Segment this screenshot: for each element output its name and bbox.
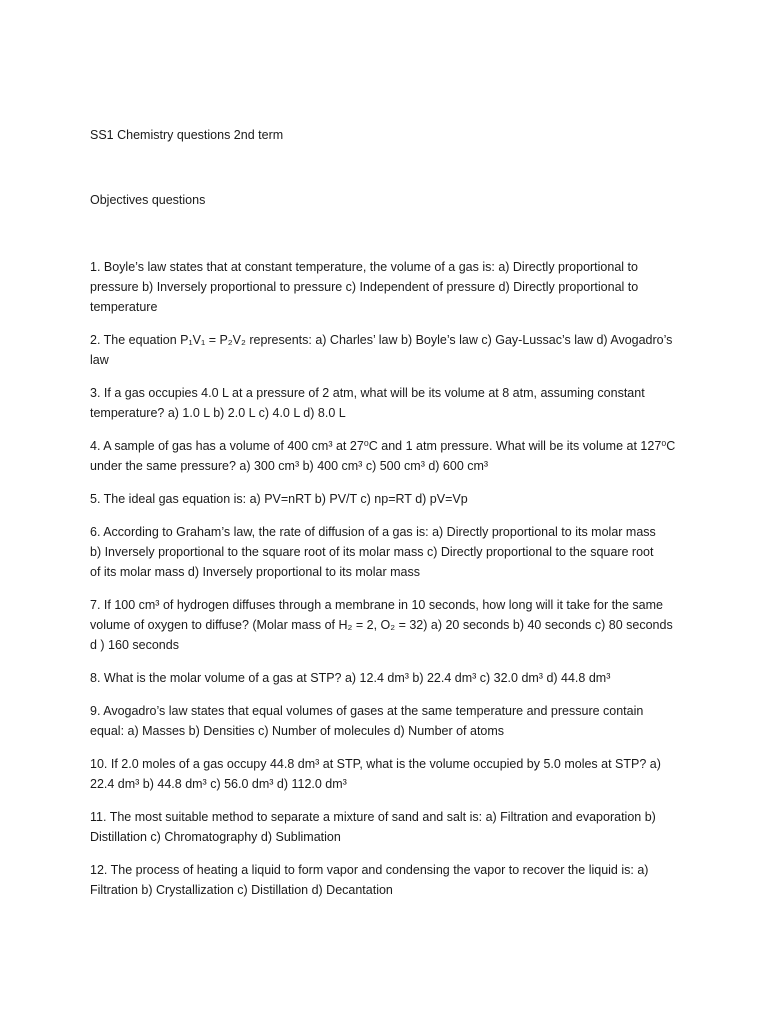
question-line: 6. According to Graham’s law, the rate of diffusion of a gas is: a) Directly proportional to its molar mass [90,525,656,539]
question-line: 11. The most suitable method to separate a mixture of sand and salt is: a) Filtration and evaporation b) [90,810,656,824]
question-11 [90,807,682,847]
question-line: 22.4 dm³ b) 44.8 dm³ c) 56.0 dm³ d) 112.0 dm³ [90,777,347,791]
question-line: 10. If 2.0 moles of a gas occupy 44.8 dm³ at STP, what is the volume occupied by 5.0 moles at STP? a) [90,757,661,771]
question-line: volume of oxygen to diffuse? (Molar mass of H₂ = 2, O₂ = 32) a) 20 seconds b) 40 seconds c) 80 seconds [90,618,673,632]
question-4 [90,436,682,476]
question-line: d ) 160 seconds [90,638,179,652]
question-line: b) Inversely proportional to the square root of its molar mass c) Directly proportional to the square root [90,545,654,559]
question-line: temperature? a) 1.0 L b) 2.0 L c) 4.0 L d) 8.0 L [90,406,346,420]
question-line: temperature [90,300,158,314]
question-line: under the same pressure? a) 300 cm³ b) 400 cm³ c) 500 cm³ d) 600 cm³ [90,459,489,473]
question-line: 5. The ideal gas equation is: a) PV=nRT b) PV/T c) np=RT d) pV=Vp [90,492,468,506]
document-title: SS1 Chemistry questions 2nd term [90,128,284,142]
question-line: Filtration b) Crystallization c) Distillation d) Decantation [90,883,393,897]
question-line: 3. If a gas occupies 4.0 L at a pressure of 2 atm, what will be its volume at 8 atm, assuming constant [90,386,645,400]
question-list [90,257,682,913]
question-line: 12. The process of heating a liquid to form vapor and condensing the vapor to recover the liquid is: a) [90,863,649,877]
question-10 [90,754,682,794]
section-heading: Objectives questions [90,193,206,207]
question-line: 7. If 100 cm³ of hydrogen diffuses through a membrane in 10 seconds, how long will it take for the same [90,598,663,612]
question-line: equal: a) Masses b) Densities c) Number of molecules d) Number of atoms [90,724,505,738]
question-6 [90,522,682,582]
question-5 [90,489,682,509]
question-line: 2. The equation P₁V₁ = P₂V₂ represents: a) Charles’ law b) Boyle’s law c) Gay-Lussac’s law d) Avogadro’s [90,333,673,347]
question-line: of its molar mass d) Inversely proportional to its molar mass [90,565,420,579]
question-1 [90,257,682,317]
question-3 [90,383,682,423]
question-8 [90,668,682,688]
question-line: Distillation c) Chromatography d) Sublimation [90,830,341,844]
question-7 [90,595,682,655]
question-9 [90,701,682,741]
question-line: law [90,353,109,367]
question-line: pressure b) Inversely proportional to pressure c) Independent of pressure d) Directly proportional to [90,280,639,294]
question-line: 9. Avogadro’s law states that equal volumes of gases at the same temperature and pressure contain [90,704,644,718]
question-line: 4. A sample of gas has a volume of 400 cm³ at 27⁰C and 1 atm pressure. What will be its volume at 127⁰C [90,439,676,453]
question-line: 8. What is the molar volume of a gas at STP? a) 12.4 dm³ b) 22.4 dm³ c) 32.0 dm³ d) 44.8 dm³ [90,671,611,685]
question-line: 1. Boyle’s law states that at constant temperature, the volume of a gas is: a) Directly proportional to [90,260,638,274]
question-2 [90,330,682,370]
question-12 [90,860,682,900]
